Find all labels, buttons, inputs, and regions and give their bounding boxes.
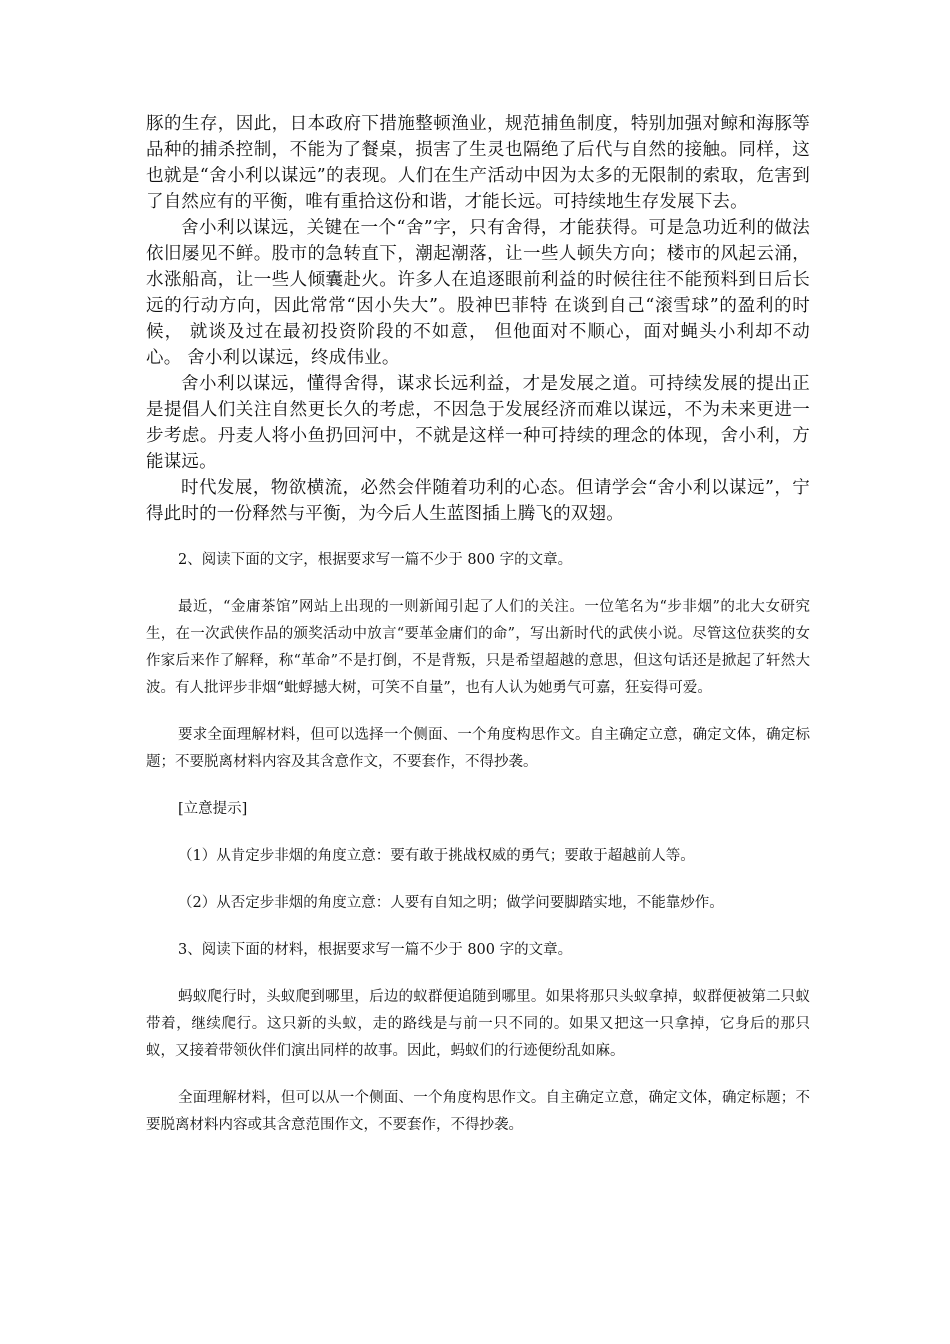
essay-paragraph-4: 时代发展，物欲横流，必然会伴随着功利的心态。但请学会“舍小利以谋远”，宁得此时的一份释然与平衡，为今后人生蓝图插上腾飞的双翅。: [146, 478, 810, 524]
question-2-hint-2: （2）从否定步非烟的角度立意：人要有自知之明；做学问要脚踏实地，不能靠炒作。: [178, 895, 724, 911]
question-3-material: 蚂蚁爬行时，头蚁爬到哪里，后边的蚁群便追随到哪里。如果将那只头蚁拿掉，蚁群便被第二只蚁带着，继续爬行。这只新的头蚁，走的路线是与前一只不同的。如果又把这一只拿掉，它身后的那只蚁，又接着带领伙伴们演出同样的故事。因此，蚂蚁们的行迹便纷乱如麻。: [146, 989, 810, 1059]
essay-paragraph-3: 舍小利以谋远，懂得舍得，谋求长远利益，才是发展之道。可持续发展的提出正是提倡人们关注自然更长久的考虑，不因急于发展经济而难以谋远，不为未来更进一步考虑。丹麦人将小鱼扔回河中，不就是这样一种可持续的理念的体现，舍小利，方能谋远。: [146, 374, 810, 472]
essay-paragraph-1: 豚的生存，因此，日本政府下措施整顿渔业，规范捕鱼制度，特别加强对鲸和海豚等品种的捕杀控制，不能为了餐桌，损害了生灵也隔绝了后代与自然的接触。同样，这也就是“舍小利以谋远”的表现。人们在生产活动中因为太多的无限制的索取，危害到了自然应有的平衡，唯有重拾这份和谐，才能长远。可持续地生存发展下去。: [146, 114, 810, 212]
question-3-requirement: 全面理解材料，但可以从一个侧面、一个角度构思作文。自主确定立意，确定文体，确定标题；不要脱离材料内容或其含意范围作文，不要套作，不得抄袭。: [146, 1090, 810, 1133]
essay-section: [146, 111, 810, 527]
question-3-title: 3、阅读下面的材料，根据要求写一篇不少于 800 字的文章。: [178, 942, 573, 958]
question-2-hint-1: （1）从肯定步非烟的角度立意：要有敢于挑战权威的勇气；要敢于超越前人等。: [178, 848, 695, 864]
question-2-requirement: 要求全面理解材料，但可以选择一个侧面、一个角度构思作文。自主确定立意，确定文体，确定标题；不要脱离材料内容及其含意作文，不要套作，不得抄袭。: [146, 727, 810, 770]
essay-paragraph-2: 舍小利以谋远，关键在一个“舍”字，只有舍得，才能获得。可是急功近利的做法依旧屡见不鲜。股市的急转直下，潮起潮落，让一些人顿失方向；楼市的风起云涌，水涨船高，让一些人倾囊赴火。许多人在追逐眼前利益的时候往往不能预料到日后长远的行动方向，因此常常“因小失大”。股神巴菲特 在谈到自己“滚雪球”的盈利的时候， 就谈及过在最初投资阶段的不如意， 但他面对不顺心，面对蝇头小利却不动心。 舍小利以谋远，终成伟业。: [146, 218, 810, 368]
document-page: [146, 111, 810, 1139]
question-2-material: 最近，“金庸茶馆”网站上出现的一则新闻引起了人们的关注。一位笔名为“步非烟”的北大女研究生，在一次武侠作品的颁奖活动中放言“要革金庸们的命”，写出新时代的武侠小说。尽管这位获奖的女作家后来作了解释，称“革命”不是打倒，不是背叛，只是希望超越的意思，但这句话还是掀起了轩然大波。有人批评步非烟“蚍蜉撼大树，可笑不自量”，也有人认为她勇气可嘉，狂妄得可爱。: [146, 599, 810, 696]
question-2-title: 2、阅读下面的文字，根据要求写一篇不少于 800 字的文章。: [178, 552, 573, 568]
question-2-hint-title: [立意提示]: [178, 801, 248, 817]
